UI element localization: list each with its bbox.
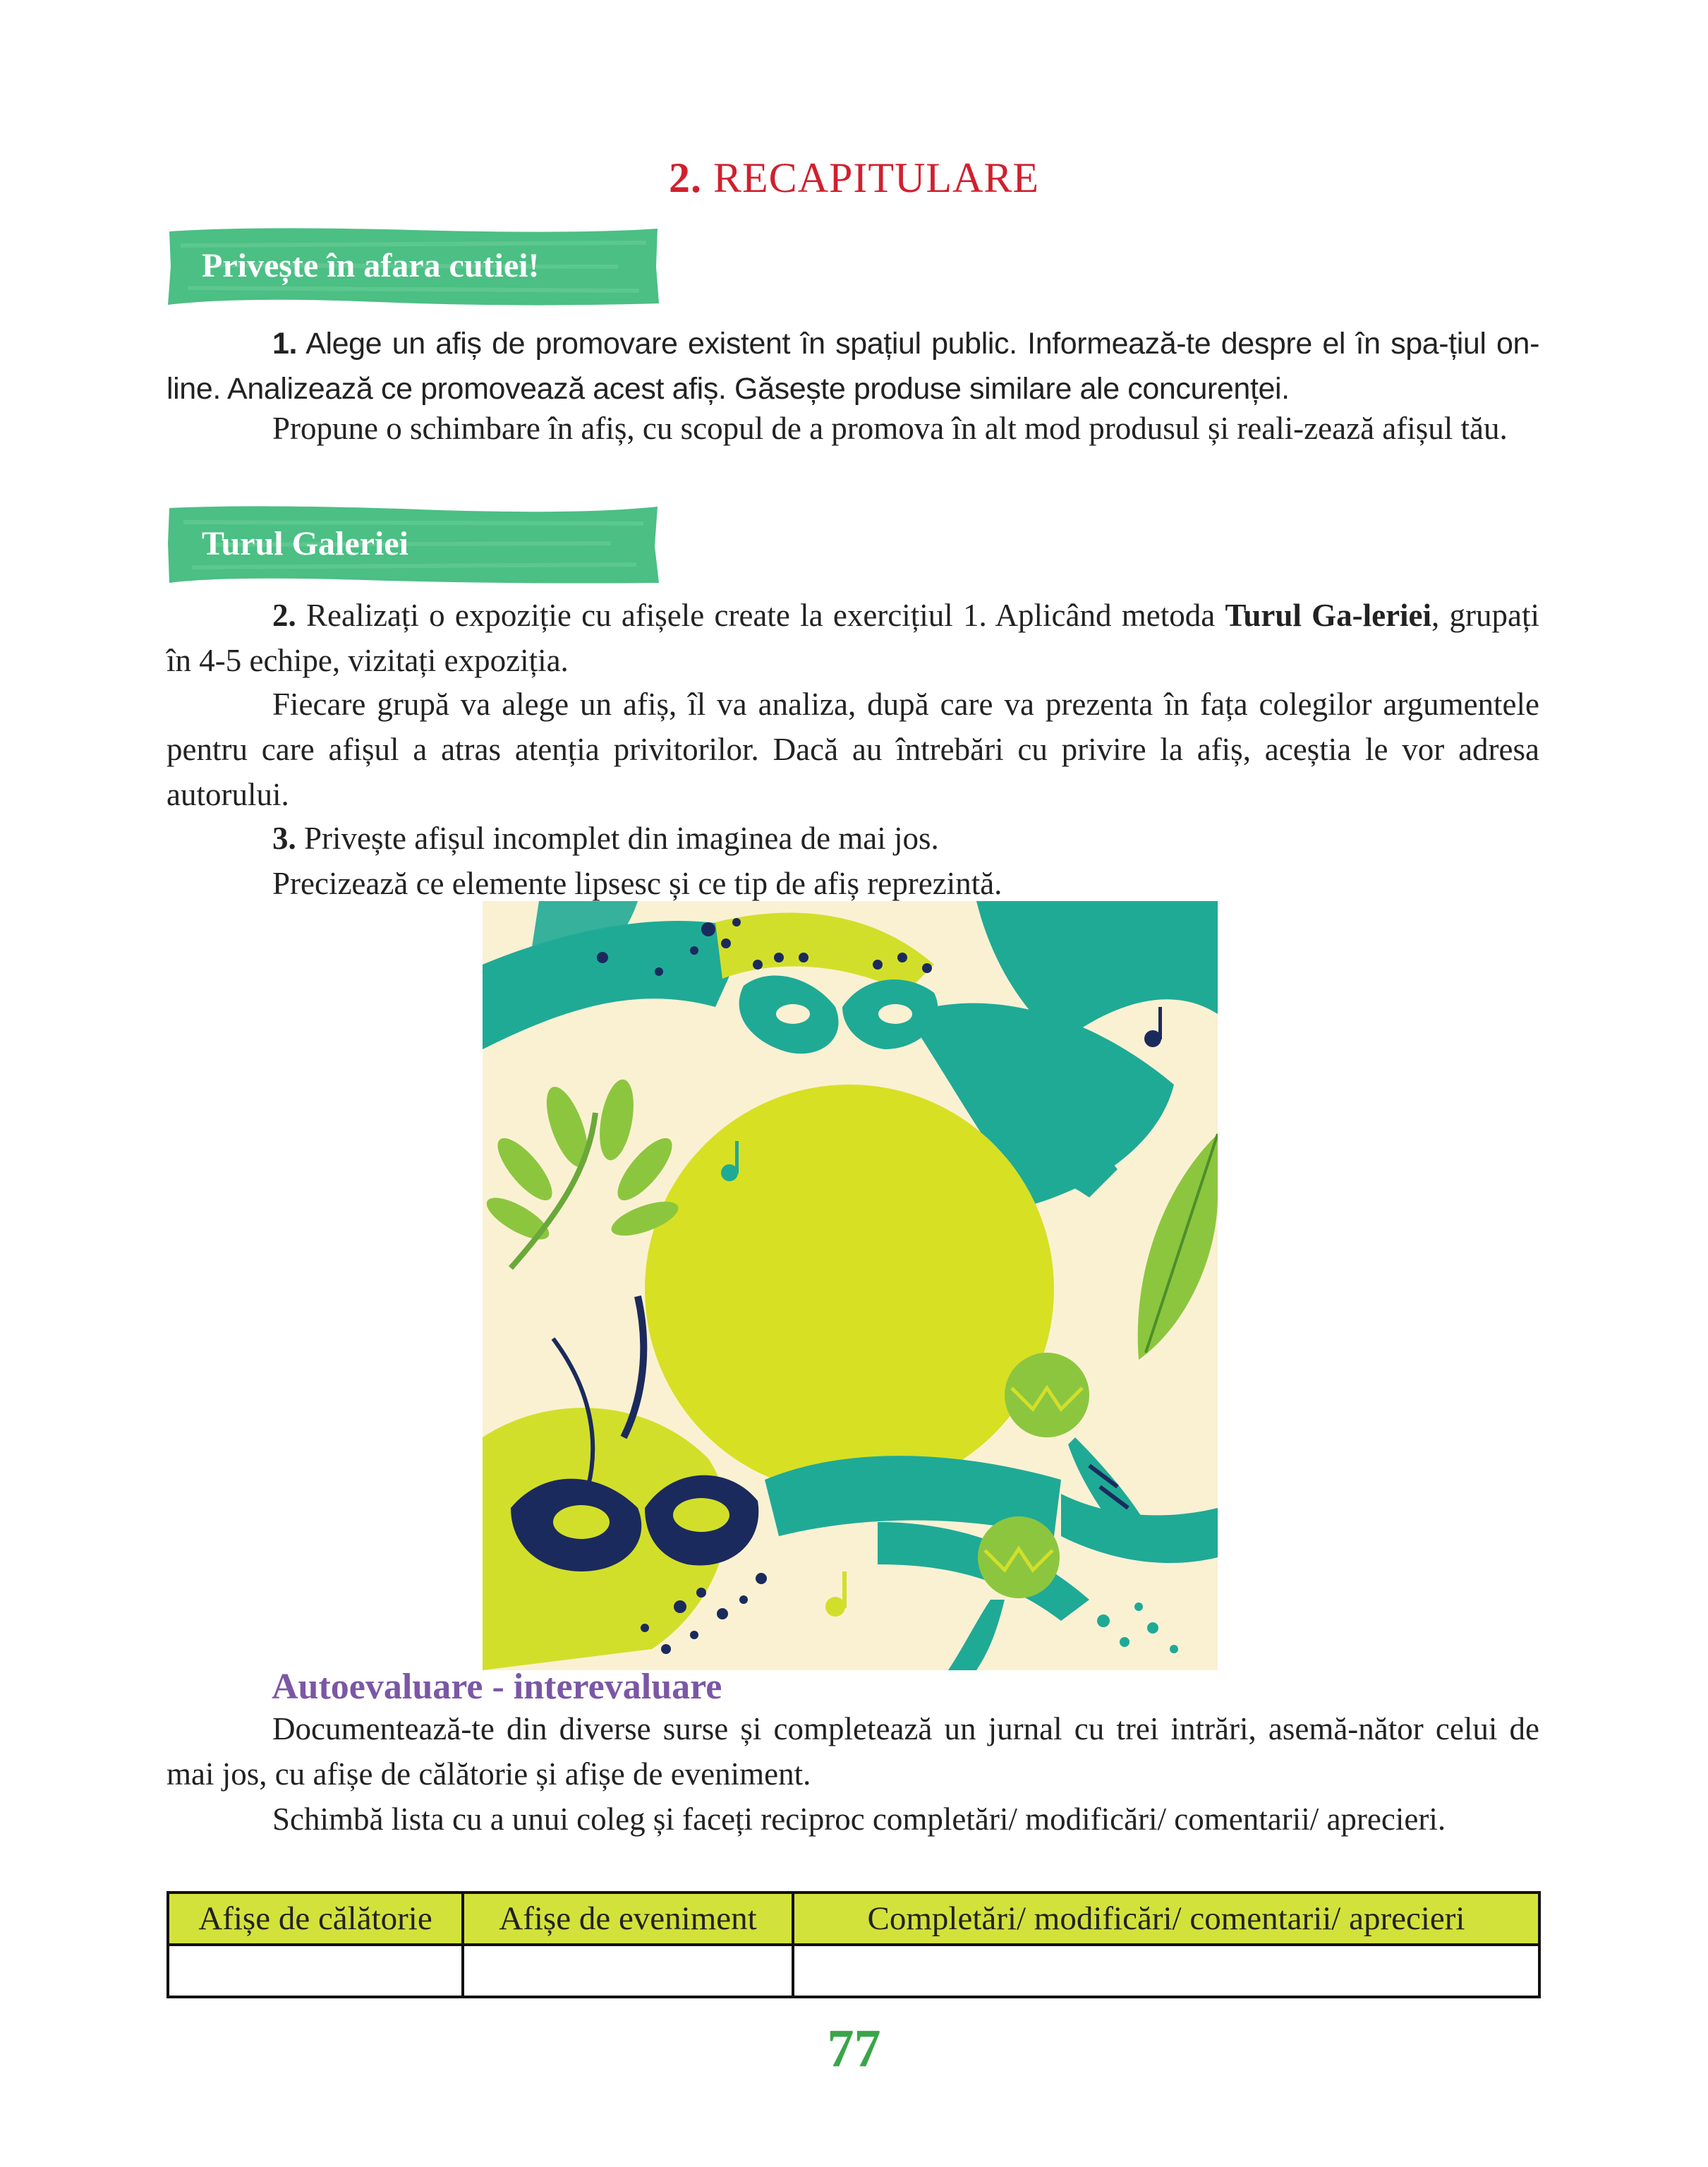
- section-label: Turul Galeriei: [202, 525, 408, 562]
- table-header-row: [168, 1893, 1539, 1945]
- table-cell[interactable]: [463, 1945, 793, 1997]
- paragraph-text: Schimbă lista cu a unui coleg și faceți reciproc completări/ modificări/ comentarii/ aprecieri.: [272, 1801, 1446, 1837]
- table-cell[interactable]: [793, 1945, 1539, 1997]
- exercise-number: 2.: [272, 598, 296, 633]
- section-label: Privește în afara cutiei!: [202, 247, 540, 284]
- exercise-2-paragraph-2: [166, 682, 1539, 817]
- exercise-number: 3.: [272, 821, 296, 856]
- table-cell[interactable]: [168, 1945, 463, 1997]
- table-header-cell: Afișe de eveniment: [463, 1893, 793, 1945]
- paragraph-text: Precizează ce elemente lipsesc și ce tip de afiș reprezintă.: [272, 866, 1003, 901]
- section-header-gallery-tour: [166, 502, 660, 586]
- table-header-cell: Afișe de călătorie: [168, 1893, 463, 1945]
- page-title: [0, 154, 1708, 203]
- exercise-text: Alege un afiș de promovare existent în spațiul public. Informează-te despre el în spa-țiul on-line. Analizează ce promovează acest afiș. Găsește produse similare ale concurenței.: [166, 327, 1539, 406]
- paragraph-text: Documentează-te din diverse surse și completează un jurnal cu trei intrări, asemă-nător celui de mai jos, cu afișe de călătorie și afișe de eveniment.: [166, 1711, 1539, 1792]
- exercise-3: [166, 816, 1539, 861]
- exercise-1: [166, 321, 1539, 411]
- exercise-number: 1.: [272, 327, 298, 361]
- exercise-2: [166, 593, 1539, 683]
- paragraph-text: Propune o schimbare în afiș, cu scopul de a promova în alt mod produsul și reali-zează afișul tău.: [272, 411, 1508, 446]
- title-text: RECAPITULARE: [702, 155, 1039, 201]
- paragraph-text: Fiecare grupă va alege un afiș, îl va analiza, după care va prezenta în fața colegilor argumentele pentru care afișul a atras atenția privitorilor. Dacă au întrebări cu privire la afiș, aceștia le vor adresa autorului.: [166, 687, 1539, 812]
- title-number: 2.: [669, 155, 702, 201]
- exercise-1-paragraph-2: [166, 406, 1539, 451]
- table-row: [168, 1945, 1539, 1997]
- section-header-think-outside: [166, 224, 660, 308]
- exercise-text: Realizați o expoziție cu afișele create la exercițiul 1. Aplicând metoda: [296, 598, 1225, 633]
- method-name: Turul Ga-leriei: [1225, 598, 1432, 633]
- exercise-3-paragraph-2: [166, 861, 1539, 906]
- table-header-cell: Completări/ modificări/ comentarii/ aprecieri: [793, 1893, 1539, 1945]
- exercise-text: Privește afișul incomplet din imaginea de mai jos.: [296, 821, 939, 856]
- assessment-title: Autoevaluare - interevaluare: [272, 1667, 722, 1707]
- exercise-text-cont: , grupați în 4-5 echipe, vizitați expoziția.: [166, 598, 1540, 678]
- journal-table: [166, 1891, 1541, 1998]
- incomplete-poster-illustration: [483, 901, 1218, 1670]
- page-number: 77: [827, 2019, 881, 2078]
- assessment-paragraph-2: [166, 1797, 1539, 1842]
- assessment-paragraph-1: [166, 1706, 1539, 1797]
